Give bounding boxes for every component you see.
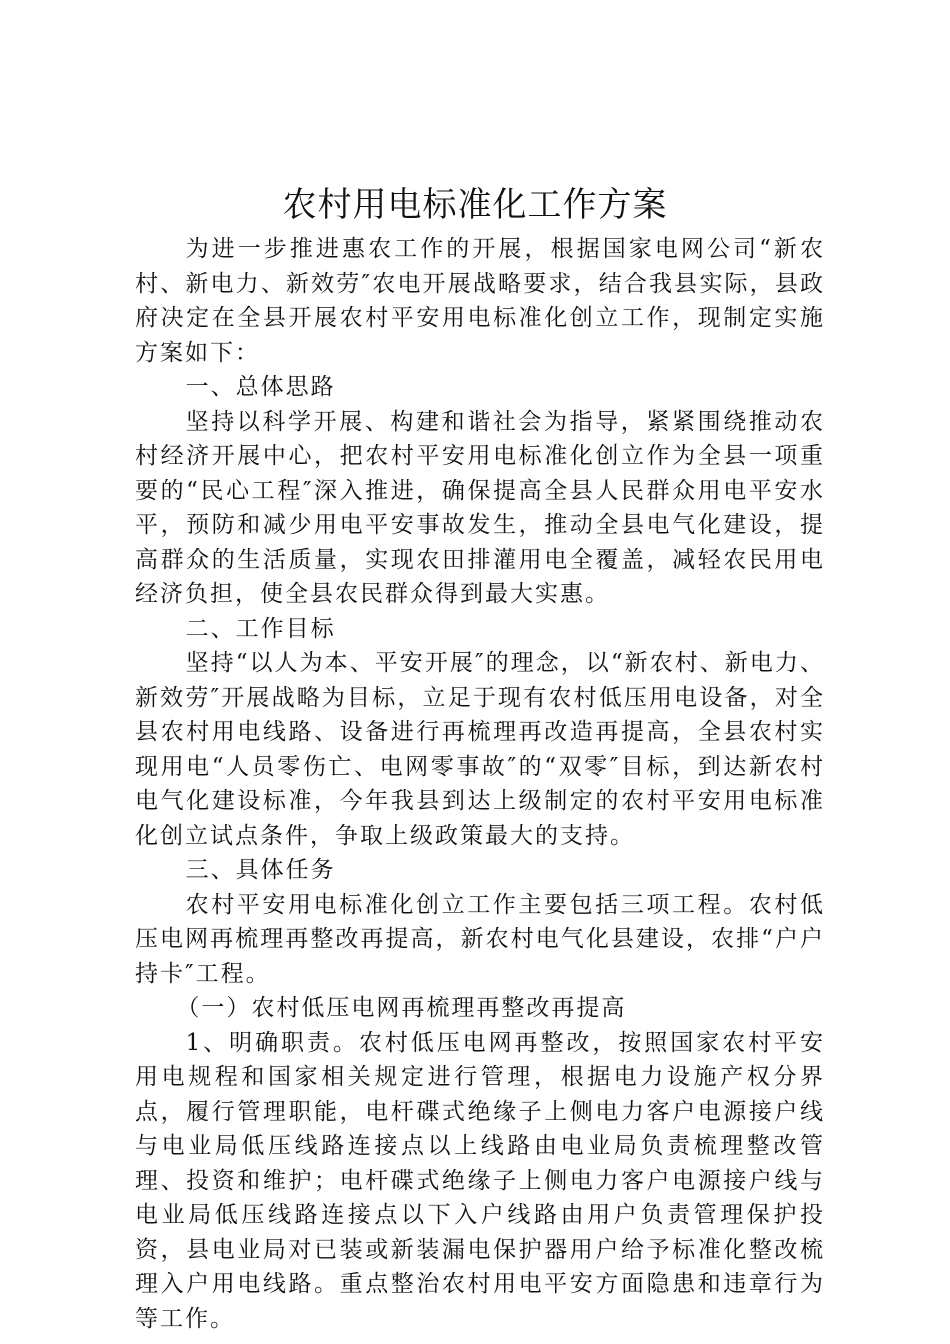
subsection-heading: （一）农村低压电网再梳理再整改再提高 xyxy=(176,995,627,1021)
document-title: 农村用电标准化工作方案 xyxy=(282,185,668,225)
section-heading: 二、工作目标 xyxy=(185,615,336,642)
body-paragraph: 坚持“以人为本、平安开展″的理念，以“新农村、新电力、新效劳″开展战略为目标，立足于现有农村低压用电设备，对全县农村用电线路、设备进行再梳理再改造再提高，全县农村实现用电“人员零伤亡、电网零事故″的“双零″目标，到达新农村电气化建设标准，今年我县到达上级制定的农村平安用电标准化创立试点条件，争取上级政策最大的支持。 xyxy=(135,650,825,849)
document-body xyxy=(135,232,825,1336)
body-paragraph: 1、明确职责。农村低压电网再整改，按照国家农村平安用电规程和国家相关规定进行管理，根据电力设施产权分界点，履行管理职能，电杆碟式绝缘子上侧电力客户电源接户线与电业局低压线路连接点以上线路由电业局负责梳理整改管理、投资和维护；电杆碟式绝缘子上侧电力客户电源接户线与电业局低压线路连接点以下入户线路由用户负责管理保护投资，县电业局对已装或新装漏电保护器用户给予标准化整改梳理入户用电线路。重点整治农村用电平安方面隐患和违章行为等工作。 xyxy=(135,1029,825,1332)
section-heading: 三、具体任务 xyxy=(185,857,336,883)
intro-paragraph: 为进一步推进惠农工作的开展，根据国家电网公司“新农村、新电力、新效劳″农电开展战略要求，结合我县实际，县政府决定在全县开展农村平安用电标准化创立工作，现制定实施方案如下： xyxy=(135,236,825,366)
body-paragraph: 坚持以科学开展、构建和谐社会为指导，紧紧围绕推动农村经济开展中心，把农村平安用电标准化创立作为全县一项重要的“民心工程″深入推进，确保提高全县人民群众用电平安水平，预防和减少用电平安事故发生，推动全县电气化建设，提高群众的生活质量，实现农田排灌用电全覆盖，减轻农民用电经济负担，使全县农民群众得到最大实惠。 xyxy=(135,408,825,607)
section-heading: 一、总体思路 xyxy=(185,374,336,400)
body-paragraph: 农村平安用电标准化创立工作主要包括三项工程。农村低压电网再梳理再整改再提高，新农村电气化县建设，农排“户户持卡″工程。 xyxy=(135,891,825,987)
